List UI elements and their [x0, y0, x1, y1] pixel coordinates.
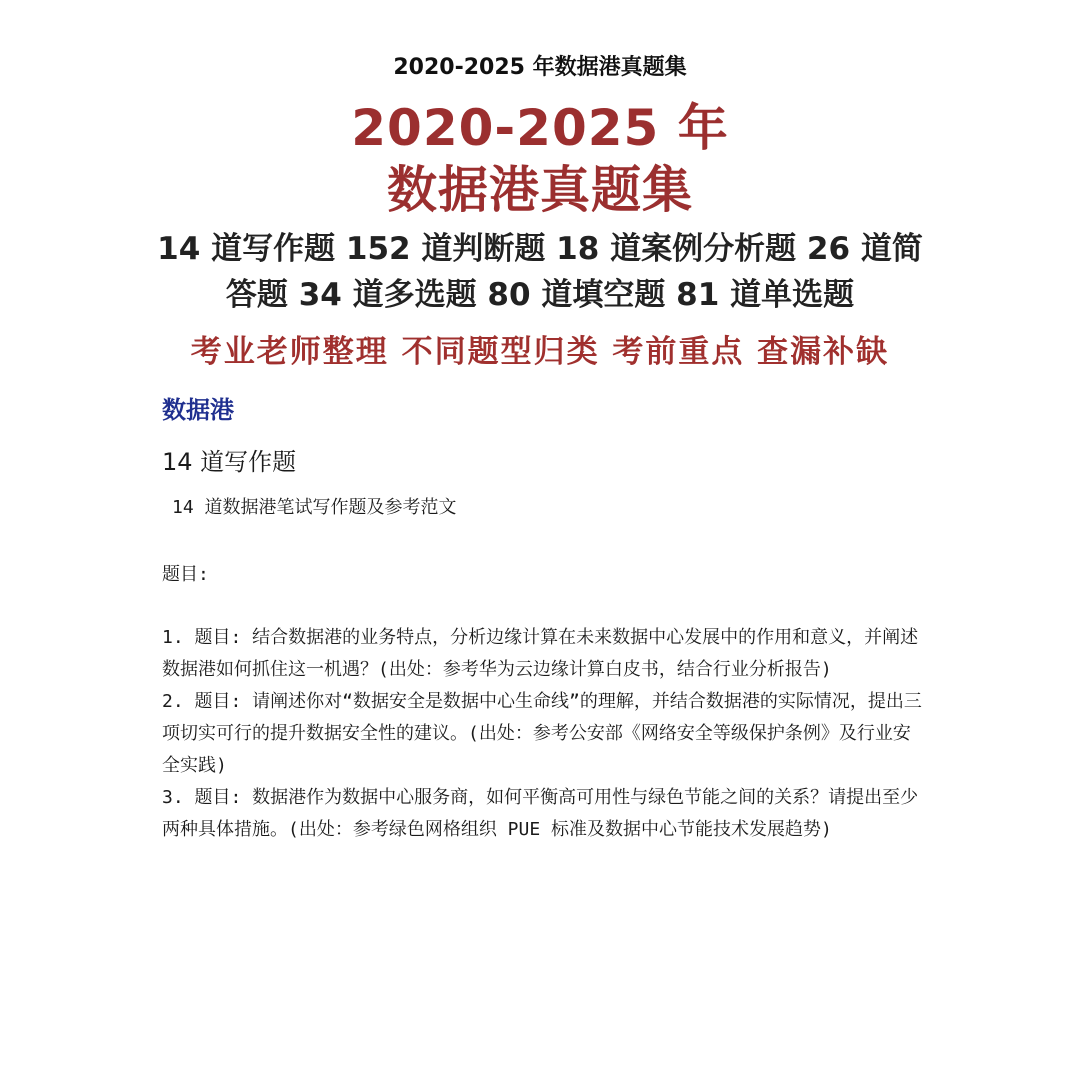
question-counts-line-2: 答题 34 道多选题 80 道填空题 81 道单选题 — [225, 277, 855, 313]
section-intro: 14 道数据港笔试写作题及参考范文 — [172, 497, 457, 518]
section-title: 数据港 — [162, 396, 234, 424]
questions-label: 题目: — [162, 564, 209, 585]
main-title-line-2: 数据港真题集 — [387, 161, 693, 219]
question-item-2: 2. 题目: 请阐述你对“数据安全是数据中心生命线”的理解，并结合数据港的实际情况，提出三项切实可行的提升数据安全性的建议。(出处：参考公安部《网络安全等级保护条例》及行业安全实践) — [162, 691, 922, 776]
question-item-1: 1. 题目: 结合数据港的业务特点，分析边缘计算在未来数据中心发展中的作用和意义，并阐述数据港如何抓住这一机遇？(出处：参考华为云边缘计算白皮书，结合行业分析报告) — [162, 627, 919, 680]
question-list — [162, 622, 922, 846]
slogan: 考业老师整理 不同题型归类 考前重点 查漏补缺 — [190, 334, 890, 370]
main-title-line-1: 2020-2025 年 — [351, 99, 729, 157]
question-counts-line-1: 14 道写作题 152 道判断题 18 道案例分析题 26 道简 — [157, 231, 923, 267]
question-item-3: 3. 题目: 数据港作为数据中心服务商，如何平衡高可用性与绿色节能之间的关系？请提出至少两种具体措施。(出处：参考绿色网格组织 PUE 标准及数据中心节能技术发展趋势) — [162, 787, 919, 840]
subsection-title: 14 道写作题 — [162, 448, 297, 476]
header-title: 2020-2025 年数据港真题集 — [393, 55, 687, 80]
